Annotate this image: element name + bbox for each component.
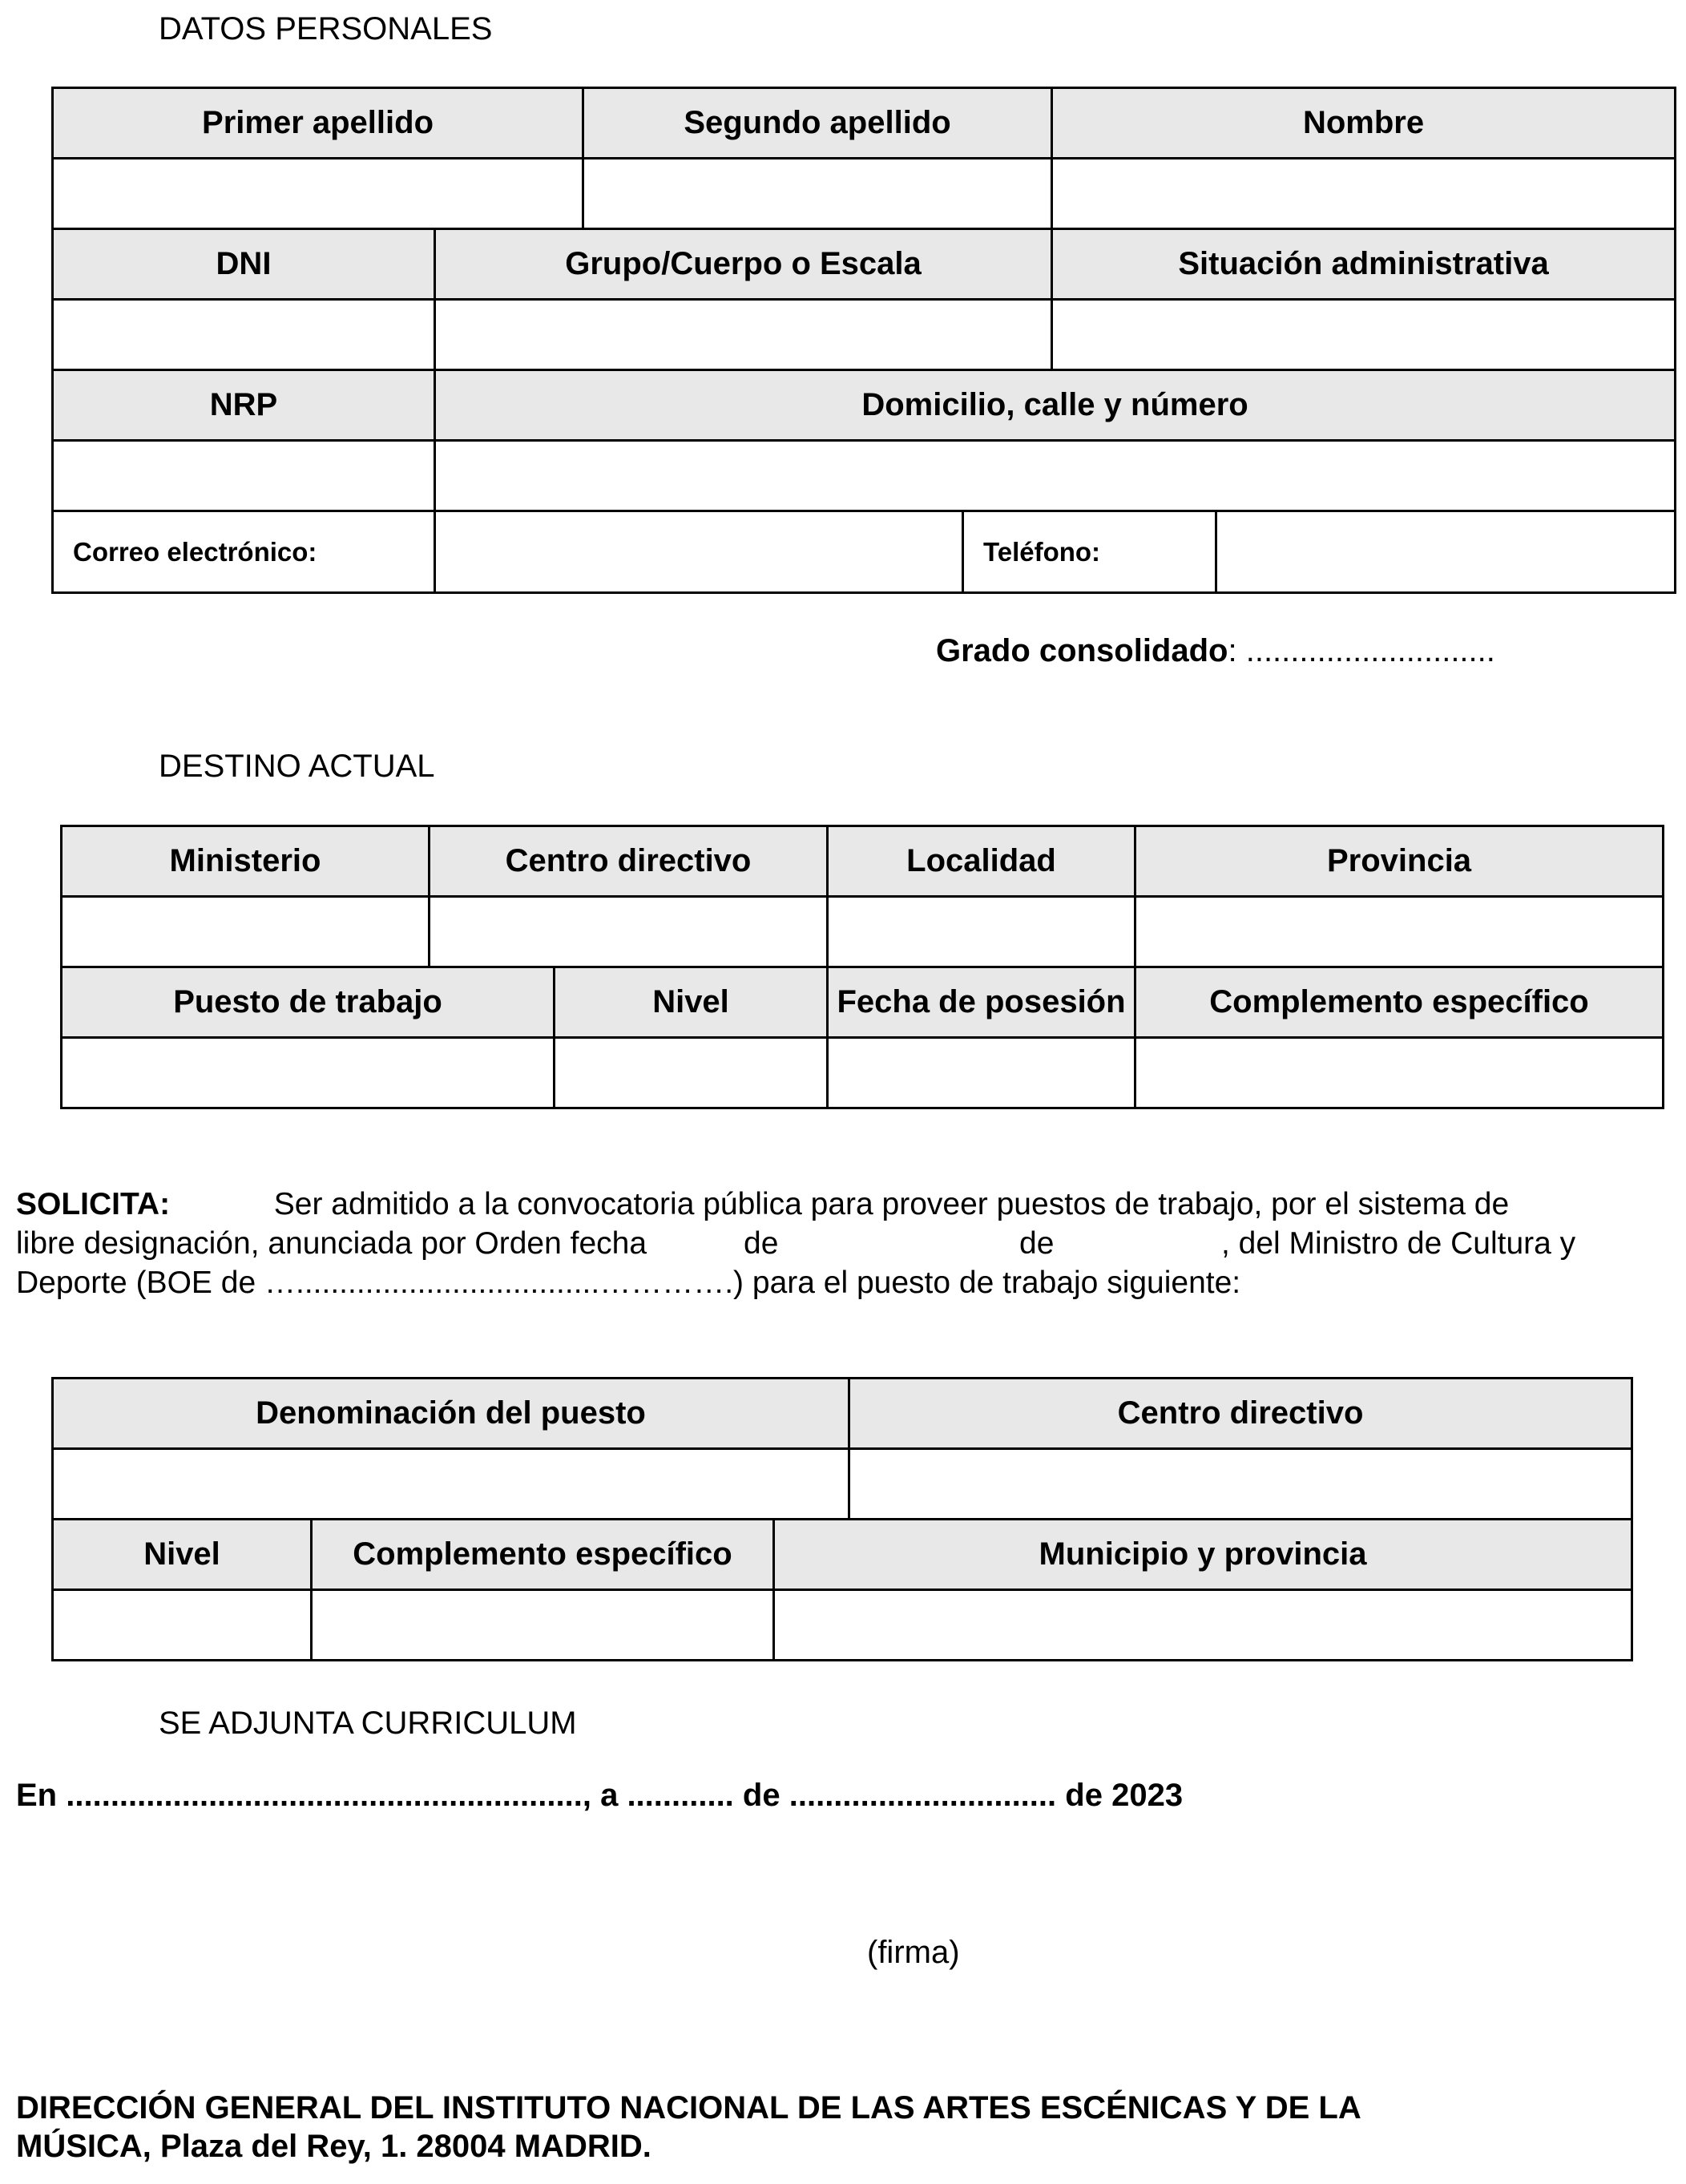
firma-label: (firma): [867, 1935, 960, 1970]
year: 2023: [1111, 1778, 1184, 1813]
email-field[interactable]: [435, 511, 963, 593]
primer-apellido-field[interactable]: [53, 159, 583, 229]
phone-label: Teléfono:: [963, 511, 1216, 593]
domicilio-field[interactable]: [435, 441, 1676, 511]
header-nrp: NRP: [53, 370, 435, 441]
place-date-line: [16, 1778, 1183, 1814]
place-dots[interactable]: ..........................................................,: [66, 1778, 591, 1813]
header-denominacion-puesto: Denominación del puesto: [53, 1379, 849, 1449]
current-post-table: [60, 825, 1664, 1109]
grupo-cuerpo-field[interactable]: [435, 300, 1052, 370]
header-centro-directivo-solicitado: Centro directivo: [849, 1379, 1632, 1449]
header-puesto-trabajo: Puesto de trabajo: [62, 967, 555, 1038]
header-ministerio: Ministerio: [62, 826, 430, 897]
grado-consolidado: [936, 633, 1495, 669]
section-title-destino-actual: DESTINO ACTUAL: [159, 749, 435, 784]
nombre-field[interactable]: [1052, 159, 1676, 229]
personal-data-table: [51, 87, 1676, 594]
nivel-field[interactable]: [555, 1038, 828, 1108]
header-nombre: Nombre: [1052, 88, 1676, 159]
header-provincia: Provincia: [1135, 826, 1664, 897]
footer-address: [16, 2089, 1361, 2166]
solicita-line1-text: Ser admitido a la convocatoria pública para proveer puestos de trabajo, por el sistema de: [273, 1187, 1510, 1221]
complemento-especifico-solicitado-field[interactable]: [312, 1590, 774, 1661]
header-localidad: Localidad: [828, 826, 1135, 897]
nrp-field[interactable]: [53, 441, 435, 511]
a-label: a: [600, 1778, 619, 1813]
adjunta-curriculum: SE ADJUNTA CURRICULUM: [159, 1706, 577, 1741]
solicita-label: SOLICITA:: [16, 1187, 171, 1221]
centro-directivo-solicitado-field[interactable]: [849, 1449, 1632, 1520]
solicita-line2-d: , del Ministro de Cultura y: [1221, 1226, 1576, 1261]
header-complemento-especifico: Complemento específico: [1135, 967, 1664, 1038]
complemento-especifico-field[interactable]: [1135, 1038, 1664, 1108]
footer-line-1: DIRECCIÓN GENERAL DEL INSTITUTO NACIONAL DE LAS ARTES ESCÉNICAS Y DE LA: [16, 2090, 1361, 2125]
centro-directivo-field[interactable]: [430, 897, 828, 967]
solicita-line-3: Deporte (BOE de …...................................………….) para el puesto de trabajo siguiente:: [16, 1266, 1241, 1300]
solicita-line2-a: libre designación, anunciada por Orden fecha: [16, 1226, 647, 1261]
month-dots[interactable]: ..............................: [789, 1778, 1057, 1813]
municipio-provincia-field[interactable]: [774, 1590, 1632, 1661]
nivel-solicitado-field[interactable]: [53, 1590, 312, 1661]
segundo-apellido-field[interactable]: [583, 159, 1052, 229]
header-primer-apellido: Primer apellido: [53, 88, 583, 159]
header-complemento-especifico-solicitado: Complemento específico: [312, 1520, 774, 1590]
en-label: En: [16, 1778, 58, 1813]
requested-post-table: [51, 1377, 1633, 1661]
header-municipio-provincia: Municipio y provincia: [774, 1520, 1632, 1590]
ministerio-field[interactable]: [62, 897, 430, 967]
de-label-1: de: [742, 1778, 780, 1813]
denominacion-puesto-field[interactable]: [53, 1449, 849, 1520]
header-situacion-administrativa: Situación administrativa: [1052, 229, 1676, 300]
header-dni: DNI: [53, 229, 435, 300]
header-nivel: Nivel: [555, 967, 828, 1038]
grado-value[interactable]: : ............................: [1228, 633, 1495, 668]
de-label-2: de: [1065, 1778, 1103, 1813]
header-domicilio: Domicilio, calle y número: [435, 370, 1676, 441]
header-fecha-posesion: Fecha de posesión: [828, 967, 1135, 1038]
header-grupo-cuerpo: Grupo/Cuerpo o Escala: [435, 229, 1052, 300]
header-segundo-apellido: Segundo apellido: [583, 88, 1052, 159]
solicita-line2-b: de: [744, 1226, 779, 1261]
provincia-field[interactable]: [1135, 897, 1664, 967]
solicita-line2-c: de: [1019, 1226, 1055, 1261]
header-nivel-solicitado: Nivel: [53, 1520, 312, 1590]
section-title-datos-personales: DATOS PERSONALES: [159, 11, 493, 46]
dni-field[interactable]: [53, 300, 435, 370]
footer-line-2: MÚSICA, Plaza del Rey, 1. 28004 MADRID.: [16, 2129, 651, 2164]
situacion-administrativa-field[interactable]: [1052, 300, 1676, 370]
puesto-trabajo-field[interactable]: [62, 1038, 555, 1108]
solicita-line-1: [16, 1185, 1611, 1224]
phone-field[interactable]: [1216, 511, 1676, 593]
day-dots[interactable]: ............: [627, 1778, 734, 1813]
header-centro-directivo: Centro directivo: [430, 826, 828, 897]
localidad-field[interactable]: [828, 897, 1135, 967]
email-label: Correo electrónico:: [53, 511, 435, 593]
grado-label: Grado consolidado: [936, 633, 1228, 668]
fecha-posesion-field[interactable]: [828, 1038, 1135, 1108]
